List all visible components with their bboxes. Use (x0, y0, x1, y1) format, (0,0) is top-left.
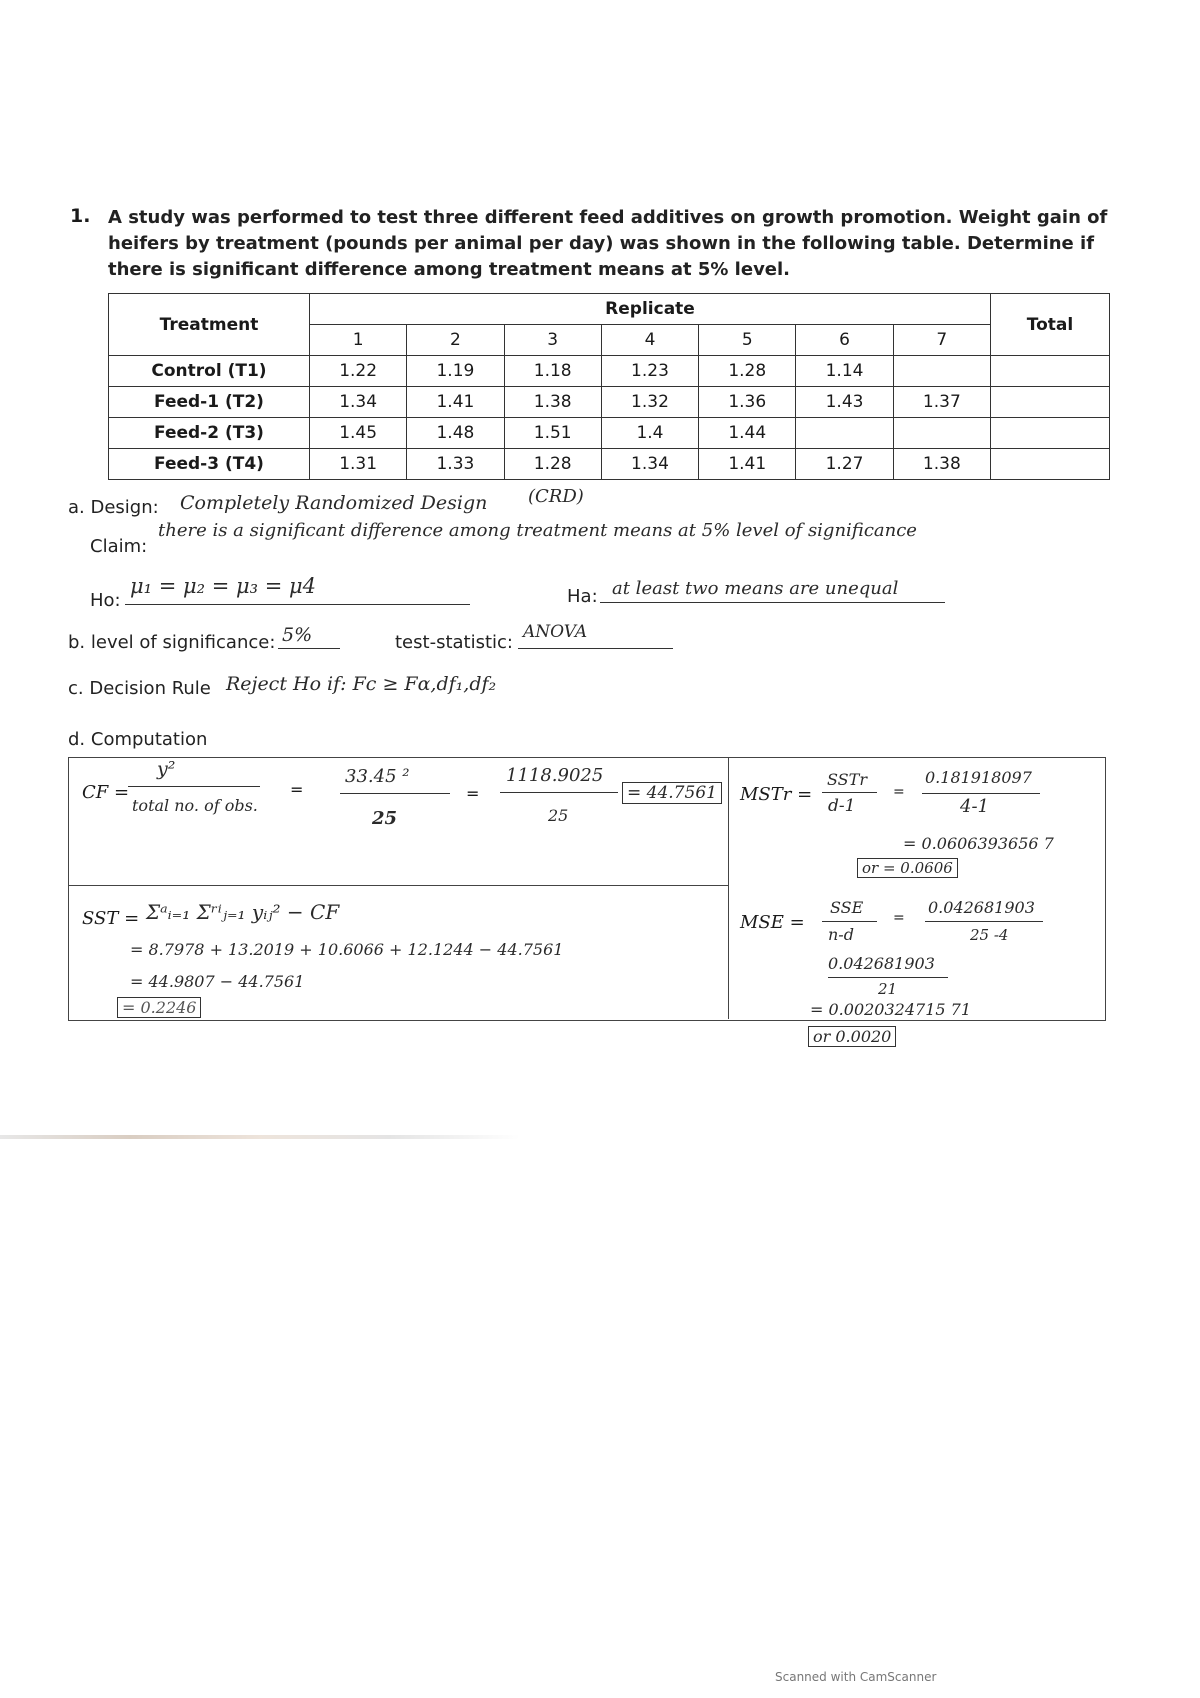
mstr-fraction-line (822, 792, 877, 793)
cell: 1.51 (504, 418, 601, 449)
computation-label: d. Computation (68, 729, 208, 750)
sst-formula: Σᵃᵢ₌₁ Σʳⁱⱼ₌₁ yᵢⱼ² − CF (146, 900, 340, 924)
mse-value-fraction-line (925, 921, 1043, 922)
cf-value-fraction-line (340, 793, 450, 794)
total-cell (991, 449, 1110, 480)
table-row (109, 418, 1110, 449)
cell: 1.41 (699, 449, 796, 480)
equals-sign: = (466, 784, 480, 803)
cf-denominator: total no. of obs. (132, 796, 258, 815)
table-row (109, 449, 1110, 480)
row-label: Feed-3 (T4) (109, 449, 310, 480)
cell: 1.31 (310, 449, 407, 480)
mstr-rounded-box: or = 0.0606 (857, 858, 958, 878)
cf-value2-denominator: 25 (548, 806, 569, 825)
computation-hdivider (68, 885, 728, 886)
ha-label: Ha: (567, 586, 598, 607)
treatment-header: Treatment (109, 294, 310, 356)
cell (893, 418, 990, 449)
question-text: A study was performed to test three different feed additives on growth promotion. Weight gain of heifers by treatment (pounds per animal per day) was shown in the following table. Determine if there is significant difference among treatment means at 5% level. (108, 207, 1108, 280)
los-value: 5% (282, 624, 313, 646)
cf-value2-numerator: 1118.9025 (506, 765, 604, 786)
mstr-value-fraction-line (922, 793, 1040, 794)
row-label: Control (T1) (109, 356, 310, 387)
cell (796, 418, 893, 449)
mse-line2-denominator: 21 (878, 980, 898, 998)
mstr-value-denominator: 4-1 (960, 796, 989, 817)
mse-denominator: n-d (828, 925, 854, 944)
cell: 1.34 (601, 449, 698, 480)
cell: 1.28 (699, 356, 796, 387)
mstr-value-numerator: 0.181918097 (925, 768, 1032, 787)
design-label: a. Design: (68, 497, 159, 518)
sst-label: SST = (82, 908, 140, 929)
table-row (109, 356, 1110, 387)
mstr-denominator: d-1 (828, 796, 856, 816)
mstr-numerator: SSTr (827, 770, 867, 789)
claim-value: there is a significant difference among treatment means at 5% level of significance (158, 520, 917, 541)
total-cell (991, 387, 1110, 418)
cell: 1.22 (310, 356, 407, 387)
cell (893, 356, 990, 387)
cell: 1.36 (699, 387, 796, 418)
cell: 1.23 (601, 356, 698, 387)
cell: 1.38 (893, 449, 990, 480)
mse-numerator: SSE (830, 898, 864, 917)
cell: 1.14 (796, 356, 893, 387)
mstr-label: MSTr = (740, 784, 813, 805)
cell: 1.45 (310, 418, 407, 449)
cf-label: CF = (82, 782, 130, 803)
question-number: 1. (70, 205, 91, 227)
total-cell (991, 418, 1110, 449)
ho-label: Ho: (90, 590, 121, 611)
cf-value-numerator: 33.45 ² (345, 766, 410, 787)
stat-label: test-statistic: (395, 632, 513, 653)
sst-line2: = 44.9807 − 44.7561 (130, 972, 305, 991)
sst-result-box: = 0.2246 (117, 997, 201, 1018)
mstr-result: = 0.0606393656 7 (903, 834, 1054, 853)
mse-line2-fraction-line (828, 977, 948, 978)
cell: 1.34 (310, 387, 407, 418)
computation-vdivider (728, 757, 729, 1019)
row-label: Feed-2 (T3) (109, 418, 310, 449)
equals-sign: = (290, 780, 304, 799)
cell: 1.4 (601, 418, 698, 449)
cell: 1.41 (407, 387, 504, 418)
cell: 1.33 (407, 449, 504, 480)
ho-value: μ₁ = μ₂ = μ₃ = μ4 (130, 574, 317, 598)
cf-value-denominator: 25 (372, 808, 398, 829)
stat-value: ANOVA (523, 622, 588, 642)
cf-fraction-line (128, 786, 260, 787)
replicate-number: 2 (407, 325, 504, 356)
rule-label: c. Decision Rule (68, 678, 211, 699)
cell: 1.32 (601, 387, 698, 418)
los-label: b. level of significance: (68, 632, 276, 653)
replicate-number: 3 (504, 325, 601, 356)
cell: 1.37 (893, 387, 990, 418)
scan-smudge (0, 1135, 520, 1139)
weight-gain-table (108, 293, 1110, 480)
table-row (109, 387, 1110, 418)
cf-result-box: = 44.7561 (622, 782, 722, 804)
mse-label: MSE = (740, 912, 805, 933)
claim-label: Claim: (90, 536, 148, 557)
row-label: Feed-1 (T2) (109, 387, 310, 418)
cell: 1.38 (504, 387, 601, 418)
replicate-number: 1 (310, 325, 407, 356)
ha-value: at least two means are unequal (612, 578, 899, 599)
equals-sign: = (893, 910, 905, 926)
rule-value: Reject Ho if: Fc ≥ Fα,df₁,df₂ (226, 673, 497, 695)
mse-value-denominator: 25 -4 (970, 926, 1009, 944)
total-cell (991, 356, 1110, 387)
mse-line2-numerator: 0.042681903 (828, 954, 935, 973)
cell: 1.44 (699, 418, 796, 449)
cell: 1.28 (504, 449, 601, 480)
cell: 1.18 (504, 356, 601, 387)
mse-fraction-line (822, 921, 877, 922)
design-abbrev: (CRD) (528, 486, 584, 507)
replicate-number: 4 (601, 325, 698, 356)
cell: 1.43 (796, 387, 893, 418)
replicate-header: Replicate (310, 294, 991, 325)
cell: 1.48 (407, 418, 504, 449)
cell: 1.27 (796, 449, 893, 480)
replicate-number: 5 (699, 325, 796, 356)
replicate-number: 6 (796, 325, 893, 356)
cf-numerator: y² (157, 758, 176, 780)
cf-value2-fraction-line (500, 792, 618, 793)
total-header: Total (991, 294, 1110, 356)
mse-value-numerator: 0.042681903 (928, 898, 1035, 917)
mse-rounded-box: or 0.0020 (808, 1026, 896, 1047)
scanner-watermark: Scanned with CamScanner (775, 1670, 937, 1684)
design-value: Completely Randomized Design (180, 492, 488, 514)
replicate-number: 7 (893, 325, 990, 356)
equals-sign: = (893, 784, 905, 800)
sst-line1: = 8.7978 + 13.2019 + 10.6066 + 12.1244 − 44.7561 (130, 940, 564, 959)
mse-result: = 0.0020324715 71 (810, 1000, 971, 1019)
cell: 1.19 (407, 356, 504, 387)
